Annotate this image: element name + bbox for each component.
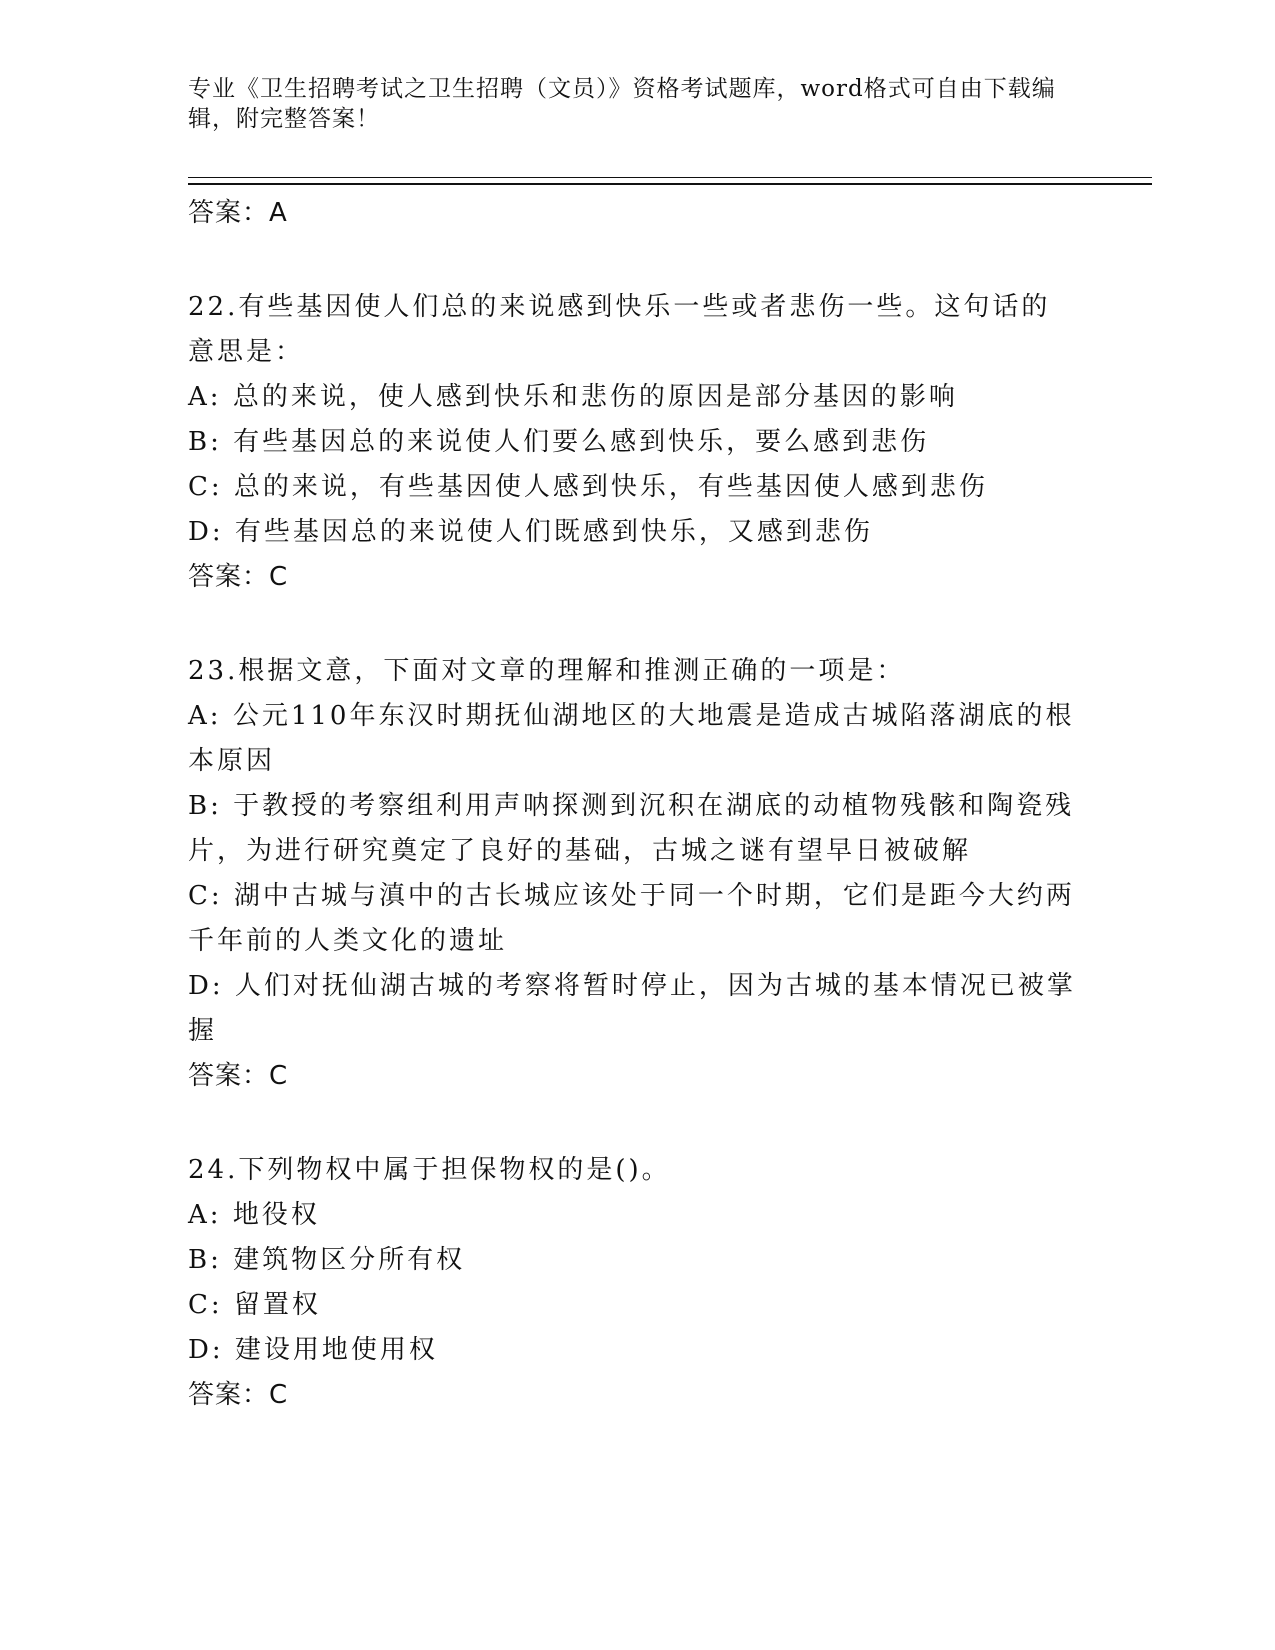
option-label: A:: [188, 382, 222, 412]
option-label: A:: [188, 1200, 222, 1230]
question-22: [188, 285, 1078, 599]
header-divider: [188, 177, 1152, 185]
option-c: [188, 874, 1078, 964]
option-label: A:: [188, 701, 222, 731]
option-label: C:: [188, 1290, 223, 1320]
question-stem: [188, 1148, 1078, 1193]
option-c: [188, 1283, 1078, 1328]
option-text: 人们对抚仙湖古城的考察将暂时停止，因为古城的基本情况已被掌握: [188, 971, 1076, 1046]
option-text: 有些基因总的来说使人们要么感到快乐，要么感到悲伤: [233, 427, 930, 457]
option-text: 湖中古城与滇中的古长城应该处于同一个时期，它们是距今大约两千年前的人类文化的遗址: [188, 881, 1075, 956]
option-d: [188, 964, 1078, 1054]
option-label: C:: [188, 881, 223, 911]
option-text: 总的来说，有些基因使人感到快乐，有些基因使人感到悲伤: [233, 472, 988, 502]
question-text: 根据文意，下面对文章的理解和推测正确的一项是：: [238, 656, 906, 686]
answer-line: 答案：C: [188, 1061, 289, 1091]
option-text: 公元110年东汉时期抚仙湖地区的大地震是造成古城陷落湖底的根本原因: [188, 701, 1075, 776]
option-label: D:: [188, 971, 224, 1001]
question-24: [188, 1148, 1078, 1417]
option-label: D:: [188, 1335, 224, 1365]
spacer: [188, 1098, 1078, 1148]
option-text: 于教授的考察组利用声呐探测到沉积在湖底的动植物残骸和陶瓷残片，为进行研究奠定了良好的基础，古城之谜有望早日被破解: [188, 791, 1075, 866]
answer-line: 答案：C: [188, 562, 289, 592]
option-label: B:: [188, 427, 222, 457]
question-number: 22.: [188, 292, 239, 322]
option-label: C:: [188, 472, 223, 502]
question-text: 下列物权中属于担保物权的是()。: [238, 1155, 671, 1185]
question-number: 24.: [188, 1155, 239, 1185]
option-c: [188, 465, 1078, 510]
option-d: [188, 510, 1078, 555]
option-d: [188, 1328, 1078, 1373]
question-list: [188, 191, 1078, 1417]
option-text: 总的来说，使人感到快乐和悲伤的原因是部分基因的影响: [232, 382, 958, 412]
option-text: 建设用地使用权: [234, 1335, 438, 1365]
option-text: 有些基因总的来说使人们既感到快乐，又感到悲伤: [234, 517, 873, 547]
question-number: 23.: [188, 656, 239, 686]
option-b: [188, 420, 1078, 465]
option-a: [188, 694, 1078, 784]
question-23: [188, 649, 1078, 1098]
option-text: 建筑物区分所有权: [233, 1245, 466, 1275]
option-b: [188, 784, 1078, 874]
spacer: [188, 235, 1078, 285]
question-stem: [188, 649, 1078, 694]
option-text: 留置权: [233, 1290, 321, 1320]
previous-answer: 答案：A: [188, 198, 288, 228]
option-a: [188, 1193, 1078, 1238]
option-label: B:: [188, 791, 222, 821]
option-a: [188, 375, 1078, 420]
question-stem: [188, 285, 1078, 375]
answer-line: 答案：C: [188, 1380, 289, 1410]
option-label: B:: [188, 1245, 222, 1275]
header-text: 专业《卫生招聘考试之卫生招聘（文员）》资格考试题库，word格式可自由下载编辑，附完整答案！: [188, 76, 1056, 132]
option-label: D:: [188, 517, 224, 547]
spacer: [188, 599, 1078, 649]
question-text: 有些基因使人们总的来说感到快乐一些或者悲伤一些。这句话的意思是：: [188, 292, 1051, 367]
option-b: [188, 1238, 1078, 1283]
document-header: [188, 74, 1078, 134]
option-text: 地役权: [232, 1200, 320, 1230]
